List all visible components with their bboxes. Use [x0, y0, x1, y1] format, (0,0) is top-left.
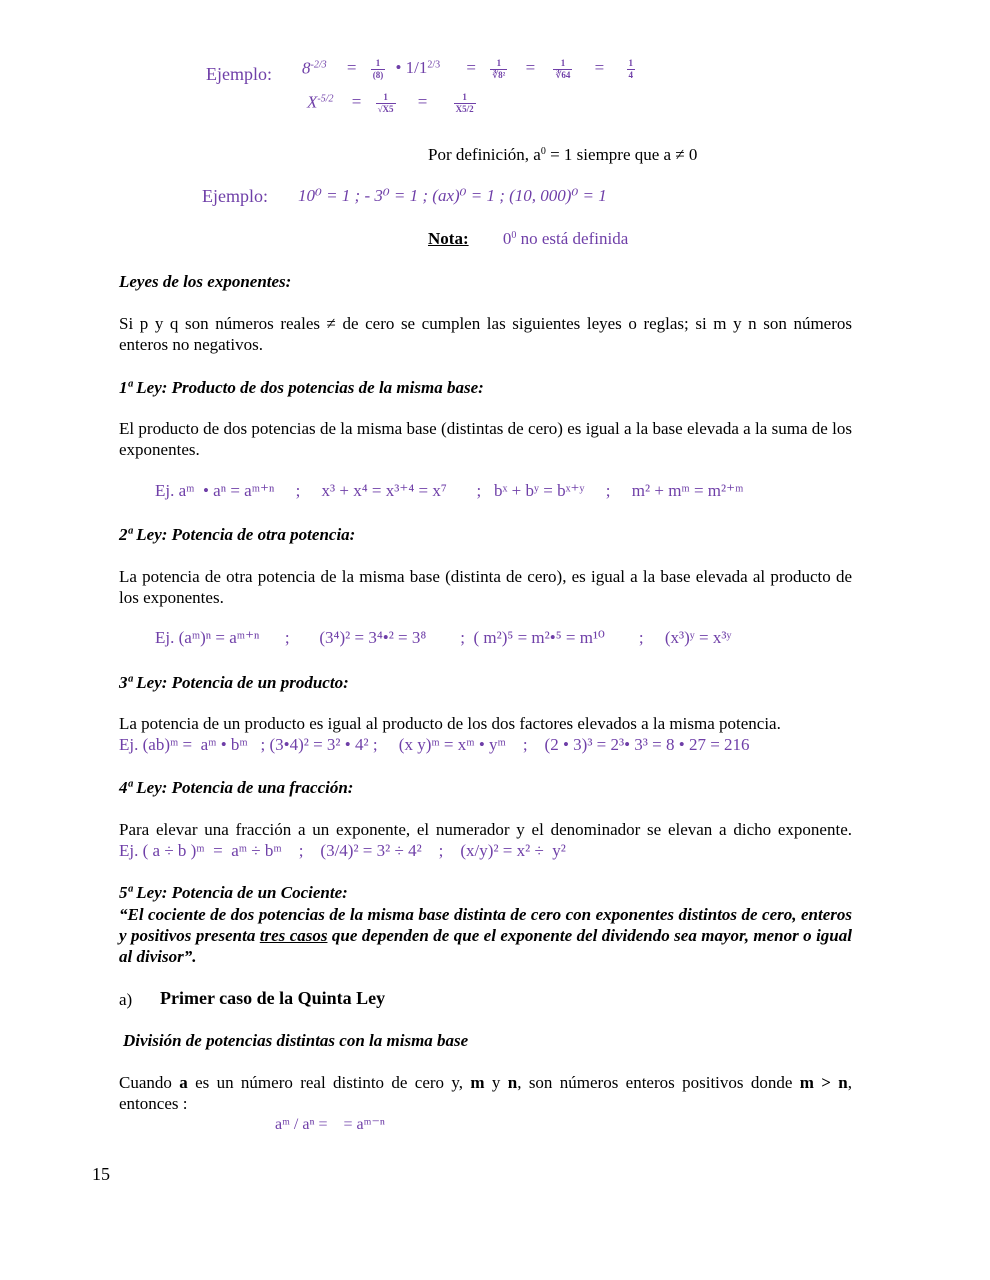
case-a-body: Cuando a es un número real distinto de cero y, m y n, son números enteros positivos donde m > n, entonces :	[119, 1073, 852, 1113]
law-4-body: Para elevar una fracción a un exponente, el numerador y el denominador se elevan a dicho exponente. Ej. ( a ÷ b )ᵐ = aᵐ ÷ bᵐ ; (3/4)² = 3² ÷ 4² ; (x/y)² = x² ÷ y²	[119, 820, 852, 860]
note-label: Nota:	[428, 229, 469, 248]
law-1-heading: 1ª Ley: Producto de dos potencias de la misma base:	[119, 378, 484, 397]
law-5-quote: “El cociente de dos potencias de la misma base distinta de cero con exponentes distintos de cero, enteros y positivos presenta tres casos que dependen de que el exponente del dividendo sea mayor, menor o igual al divisor”.	[119, 905, 852, 966]
law-2-body: La potencia de otra potencia de la misma base (distinta de cero), es igual a la base elevada al producto de los exponentes.	[119, 567, 852, 607]
law-4-example: Ej. ( a ÷ b )ᵐ = aᵐ ÷ bᵐ ; (3/4)² = 3² ÷ 4² ; (x/y)² = x² ÷ y²	[119, 841, 566, 860]
law-1-body: El producto de dos potencias de la misma base (distintas de cero) es igual a la base elevada a la suma de los exponentes.	[119, 419, 852, 459]
example-1-line-2: $X^{-5/2}$ = $\frac{1}{√X5}$ = $\frac{1}{X5/2}$	[307, 92, 474, 114]
page-number: 15	[92, 1164, 110, 1184]
law-5-heading: 5ª Ley: Potencia de un Cociente:	[119, 883, 348, 902]
definition-line: Por definición, $a^0 = 1$ siempre que a ≠ 0	[428, 145, 698, 164]
law-1-example: Ej. aᵐ • aⁿ = aᵐ⁺ⁿ ; x³ + x⁴ = x³⁺⁴ = x⁷ ; bˣ + bʸ = bˣ⁺ʸ ; m² + mᵐ = m²⁺ᵐ	[155, 481, 744, 500]
example-label-2: Ejemplo:	[202, 186, 268, 206]
law-2-example: Ej. (aᵐ)ⁿ = aᵐ⁺ⁿ ; (3⁴)² = 3⁴•² = 3⁸ ; ( m²)⁵ = m²•⁵ = m¹⁰ ; (x³)ʸ = x³ʸ	[155, 628, 732, 647]
note-line: Nota: $0^0$ no está definida	[428, 229, 629, 248]
laws-intro: Si p y q son números reales ≠ de cero se cumplen las siguientes leyes o reglas; si m y n son números enteros no negativos.	[119, 314, 852, 354]
law-2-heading: 2ª Ley: Potencia de otra potencia:	[119, 525, 356, 544]
case-a-letter: a)	[119, 990, 133, 1009]
law-3-heading: 3ª Ley: Potencia de un producto:	[119, 673, 349, 692]
laws-heading: Leyes de los exponentes:	[119, 272, 292, 291]
law-3-body: La potencia de un producto es igual al producto de los dos factores elevados a la misma potencia.	[119, 714, 781, 733]
case-a-formula: aᵐ / aⁿ = = aᵐ⁻ⁿ	[275, 1116, 385, 1133]
example-1-line-1: $8^{-2/3}$ = $\frac{1}{(8)}$ • $1/1^{2/3}$ = $\frac{1}{\text{∛8²}}$ = $\frac{1}{∛64}$ = $\frac{1}{4}$	[302, 58, 633, 80]
case-a-title: Primer caso de la Quinta Ley	[160, 988, 386, 1008]
law-3-example: Ej. (ab)ᵐ = aᵐ • bᵐ ; (3•4)² = 3² • 4² ; (x y)ᵐ = xᵐ • yᵐ ; (2 • 3)³ = 2³• 3³ = 8 • 27 = 216	[119, 735, 750, 754]
law-4-heading: 4ª Ley: Potencia de una fracción:	[119, 778, 354, 797]
example-2-expressions: 10⁰ = 1 ; - 3⁰ = 1 ; (ax)⁰ = 1 ; (10, 000)⁰ = 1	[298, 186, 607, 205]
example-label-1: Ejemplo:	[206, 64, 272, 84]
case-a-subtitle: División de potencias distintas con la misma base	[123, 1031, 469, 1050]
